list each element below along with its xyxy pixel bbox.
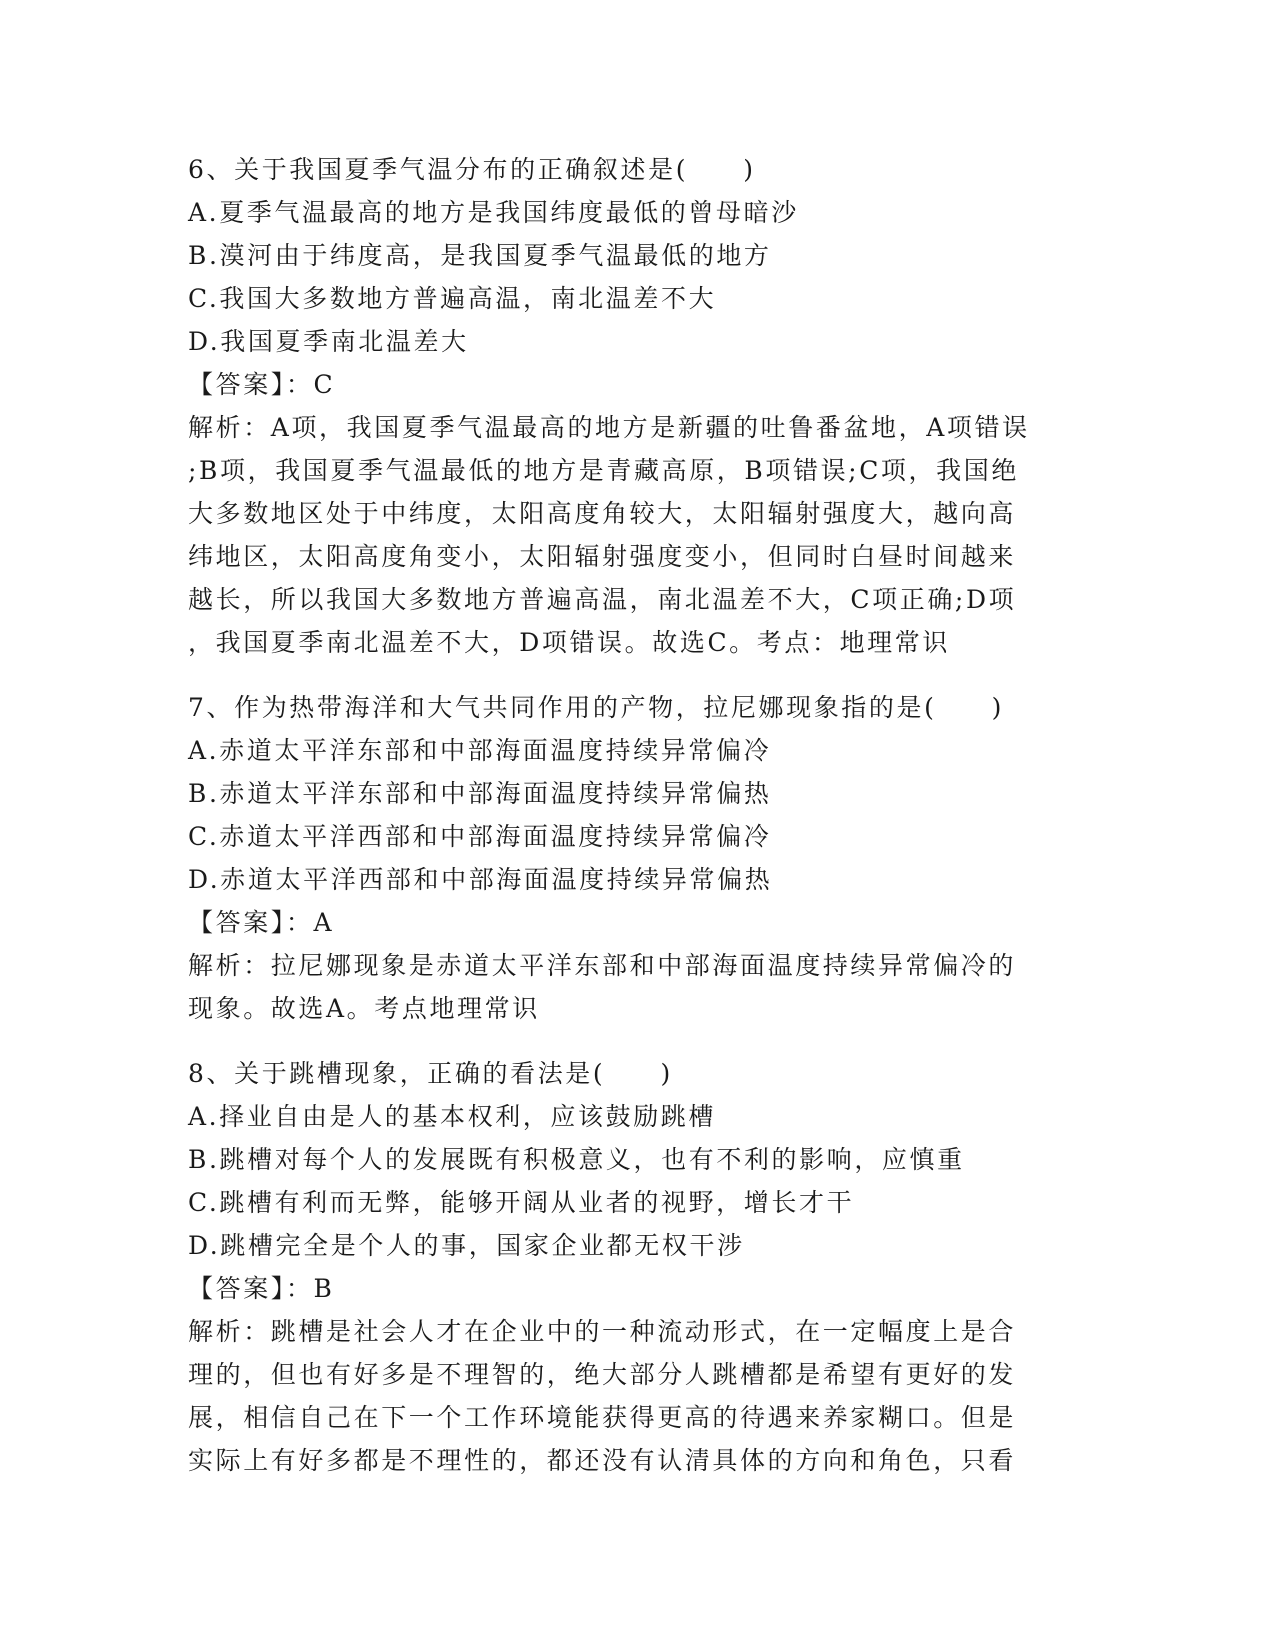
option-b: B.赤道太平洋东部和中部海面温度持续异常偏热 <box>188 779 772 808</box>
answer-label: 【答案】： <box>188 370 314 399</box>
answer-row <box>188 363 1088 406</box>
analysis-line: 解析：A项，我国夏季气温最高的地方是新疆的吐鲁番盆地，A项错误 <box>188 413 1030 442</box>
question-7 <box>188 686 1088 1030</box>
answer-value: C <box>313 370 336 399</box>
analysis-line: 纬地区，太阳高度角变小，太阳辐射强度变小，但同时白昼时间越来 <box>188 542 1017 571</box>
option-d: D.我国夏季南北温差大 <box>188 327 469 356</box>
answer-row <box>188 1267 1088 1310</box>
question-stem: 6、关于我国夏季气温分布的正确叙述是( ) <box>188 155 756 184</box>
analysis-line: 解析：拉尼娜现象是赤道太平洋东部和中部海面温度持续异常偏冷的 <box>188 951 1017 980</box>
analysis <box>188 944 1088 1030</box>
answer-value: B <box>313 1274 335 1303</box>
option-c: C.赤道太平洋西部和中部海面温度持续异常偏冷 <box>188 822 772 851</box>
analysis-line: 现象。故选A。考点地理常识 <box>188 994 540 1023</box>
analysis-line: 解析：跳槽是社会人才在企业中的一种流动形式，在一定幅度上是合 <box>188 1317 1017 1346</box>
option-a: A.择业自由是人的基本权利，应该鼓励跳槽 <box>188 1102 717 1131</box>
question-stem: 7、作为热带海洋和大气共同作用的产物，拉尼娜现象指的是( ) <box>188 693 1005 722</box>
question-stem: 8、关于跳槽现象，正确的看法是( ) <box>188 1059 673 1088</box>
analysis-line: 理的，但也有好多是不理智的，绝大部分人跳槽都是希望有更好的发 <box>188 1360 1017 1389</box>
question-8 <box>188 1052 1088 1482</box>
analysis <box>188 406 1088 664</box>
option-a: A.夏季气温最高的地方是我国纬度最低的曾母暗沙 <box>188 198 799 227</box>
question-6 <box>188 148 1088 664</box>
option-a: A.赤道太平洋东部和中部海面温度持续异常偏冷 <box>188 736 772 765</box>
option-c: C.我国大多数地方普遍高温，南北温差不大 <box>188 284 717 313</box>
document-page <box>188 148 1088 1504</box>
analysis <box>188 1310 1088 1482</box>
analysis-line: 展，相信自己在下一个工作环境能获得更高的待遇来养家糊口。但是 <box>188 1403 1017 1432</box>
option-c: C.跳槽有利而无弊，能够开阔从业者的视野，增长才干 <box>188 1188 855 1217</box>
answer-row <box>188 901 1088 944</box>
option-d: D.跳槽完全是个人的事，国家企业都无权干涉 <box>188 1231 745 1260</box>
analysis-line: ;B项，我国夏季气温最低的地方是青藏高原，B项错误;C项，我国绝 <box>188 456 1019 485</box>
option-b: B.漠河由于纬度高，是我国夏季气温最低的地方 <box>188 241 772 270</box>
answer-value: A <box>313 908 335 937</box>
analysis-line: 大多数地区处于中纬度，太阳高度角较大，太阳辐射强度大，越向高 <box>188 499 1017 528</box>
analysis-line: 越长，所以我国大多数地方普遍高温，南北温差不大，C项正确;D项 <box>188 585 1017 614</box>
analysis-line: 实际上有好多都是不理性的，都还没有认清具体的方向和角色，只看 <box>188 1446 1017 1475</box>
option-b: B.跳槽对每个人的发展既有积极意义，也有不利的影响，应慎重 <box>188 1145 965 1174</box>
answer-label: 【答案】： <box>188 1274 314 1303</box>
answer-label: 【答案】： <box>188 908 314 937</box>
option-d: D.赤道太平洋西部和中部海面温度持续异常偏热 <box>188 865 773 894</box>
analysis-line: ，我国夏季南北温差不大，D项错误。故选C。考点：地理常识 <box>188 628 950 657</box>
